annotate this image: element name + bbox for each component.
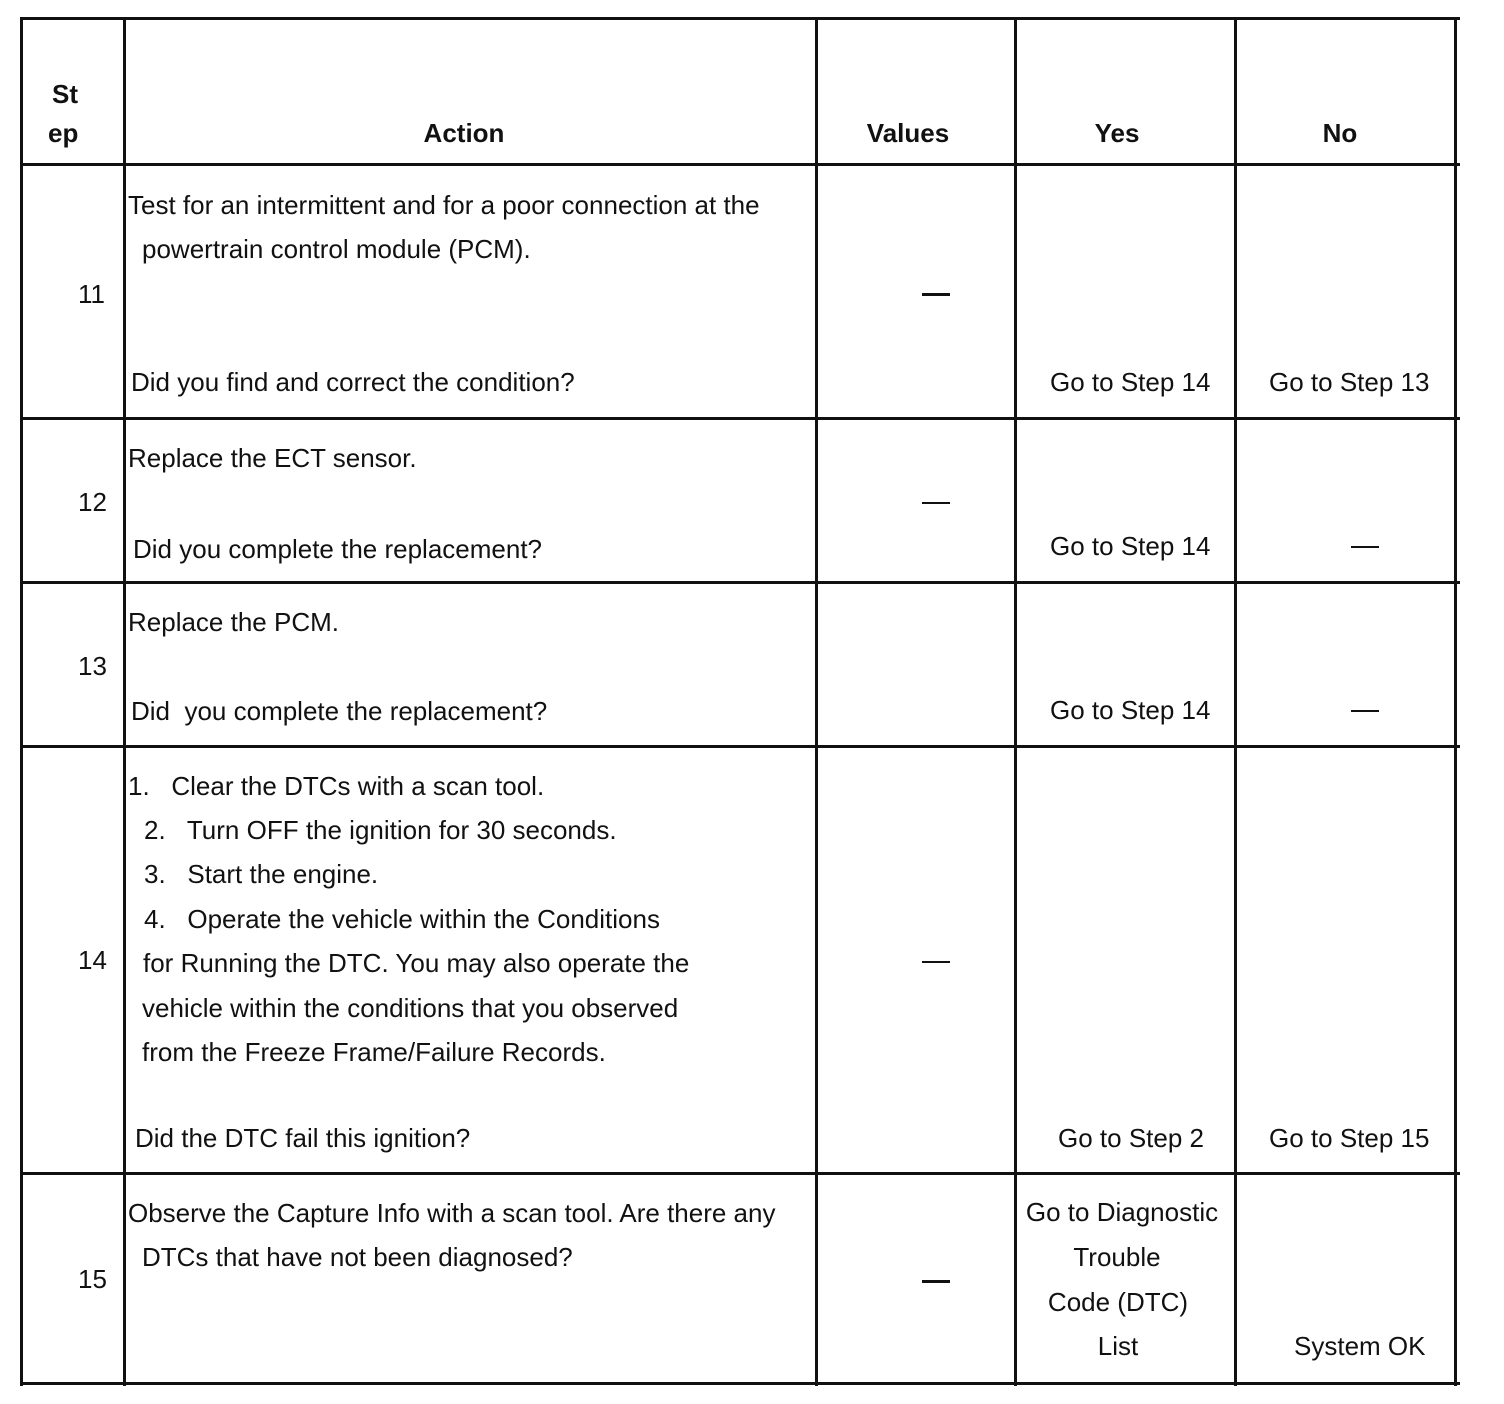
action-line: 3. Start the engine. [144,859,379,889]
column-separator [1234,17,1237,1386]
step-number: 14 [78,945,107,975]
no-cell: System OK [1294,1331,1426,1361]
values-dash [922,293,950,296]
yes-cell-line: Go to Diagnostic [1025,1197,1219,1227]
values-dash [922,1280,950,1283]
action-line: 1. Clear the DTCs with a scan tool. [128,771,545,801]
yes-cell: Go to Step 14 [1050,531,1211,561]
yes-cell: Go to Step 14 [1050,367,1211,397]
values-dash [922,502,950,504]
column-separator [815,17,818,1386]
action-line: Replace the ECT sensor. [128,443,417,473]
row-separator [20,417,1460,420]
column-separator [123,17,126,1386]
no-dash [1351,546,1379,548]
yes-cell: Go to Step 14 [1050,695,1211,725]
yes-cell-line: Code (DTC) [1047,1287,1189,1317]
no-dash [1351,710,1379,712]
row-separator [20,581,1460,584]
header-separator [20,163,1460,166]
yes-cell-line: Trouble [1073,1242,1161,1272]
action-line: powertrain control module (PCM). [142,234,531,264]
yes-cell: Go to Step 2 [1058,1123,1204,1153]
action-line: Test for an intermittent and for a poor connection at the [128,190,760,220]
no-cell: Go to Step 13 [1269,367,1430,397]
header-yes: Yes [1094,118,1140,148]
step-number: 11 [78,279,105,309]
table-border-top [20,17,1460,20]
action-question: Did the DTC fail this ignition? [135,1123,471,1153]
table-border-right [1454,17,1457,1386]
values-dash [922,961,950,963]
action-line: DTCs that have not been diagnosed? [142,1242,573,1272]
table-border-bottom [20,1382,1460,1385]
header-action: Action [423,118,505,148]
no-cell: Go to Step 15 [1269,1123,1430,1153]
header-step-line1: St [52,79,78,109]
action-line: from the Freeze Frame/Failure Records. [142,1037,606,1067]
row-separator [20,1172,1460,1175]
row-separator [20,745,1460,748]
action-line: for Running the DTC. You may also operate the [143,948,690,978]
action-question: Did you complete the replacement? [131,696,548,726]
action-question: Did you find and correct the condition? [131,367,575,397]
action-line: Replace the PCM. [128,607,339,637]
action-line: vehicle within the conditions that you observed [142,993,679,1023]
table-border-left [20,17,23,1386]
action-line: 4. Operate the vehicle within the Conditions [144,904,660,934]
action-question: Did you complete the replacement? [133,534,543,564]
action-line: 2. Turn OFF the ignition for 30 seconds. [144,815,617,845]
step-number: 15 [78,1264,107,1294]
header-step-line2: ep [48,118,79,148]
header-values: Values [866,118,950,148]
column-separator [1014,17,1017,1386]
yes-cell-line: List [1097,1331,1139,1361]
step-number: 13 [78,651,107,681]
header-no: No [1322,118,1358,148]
step-number: 12 [78,487,107,517]
action-line: Observe the Capture Info with a scan tool. Are there any [128,1198,776,1228]
